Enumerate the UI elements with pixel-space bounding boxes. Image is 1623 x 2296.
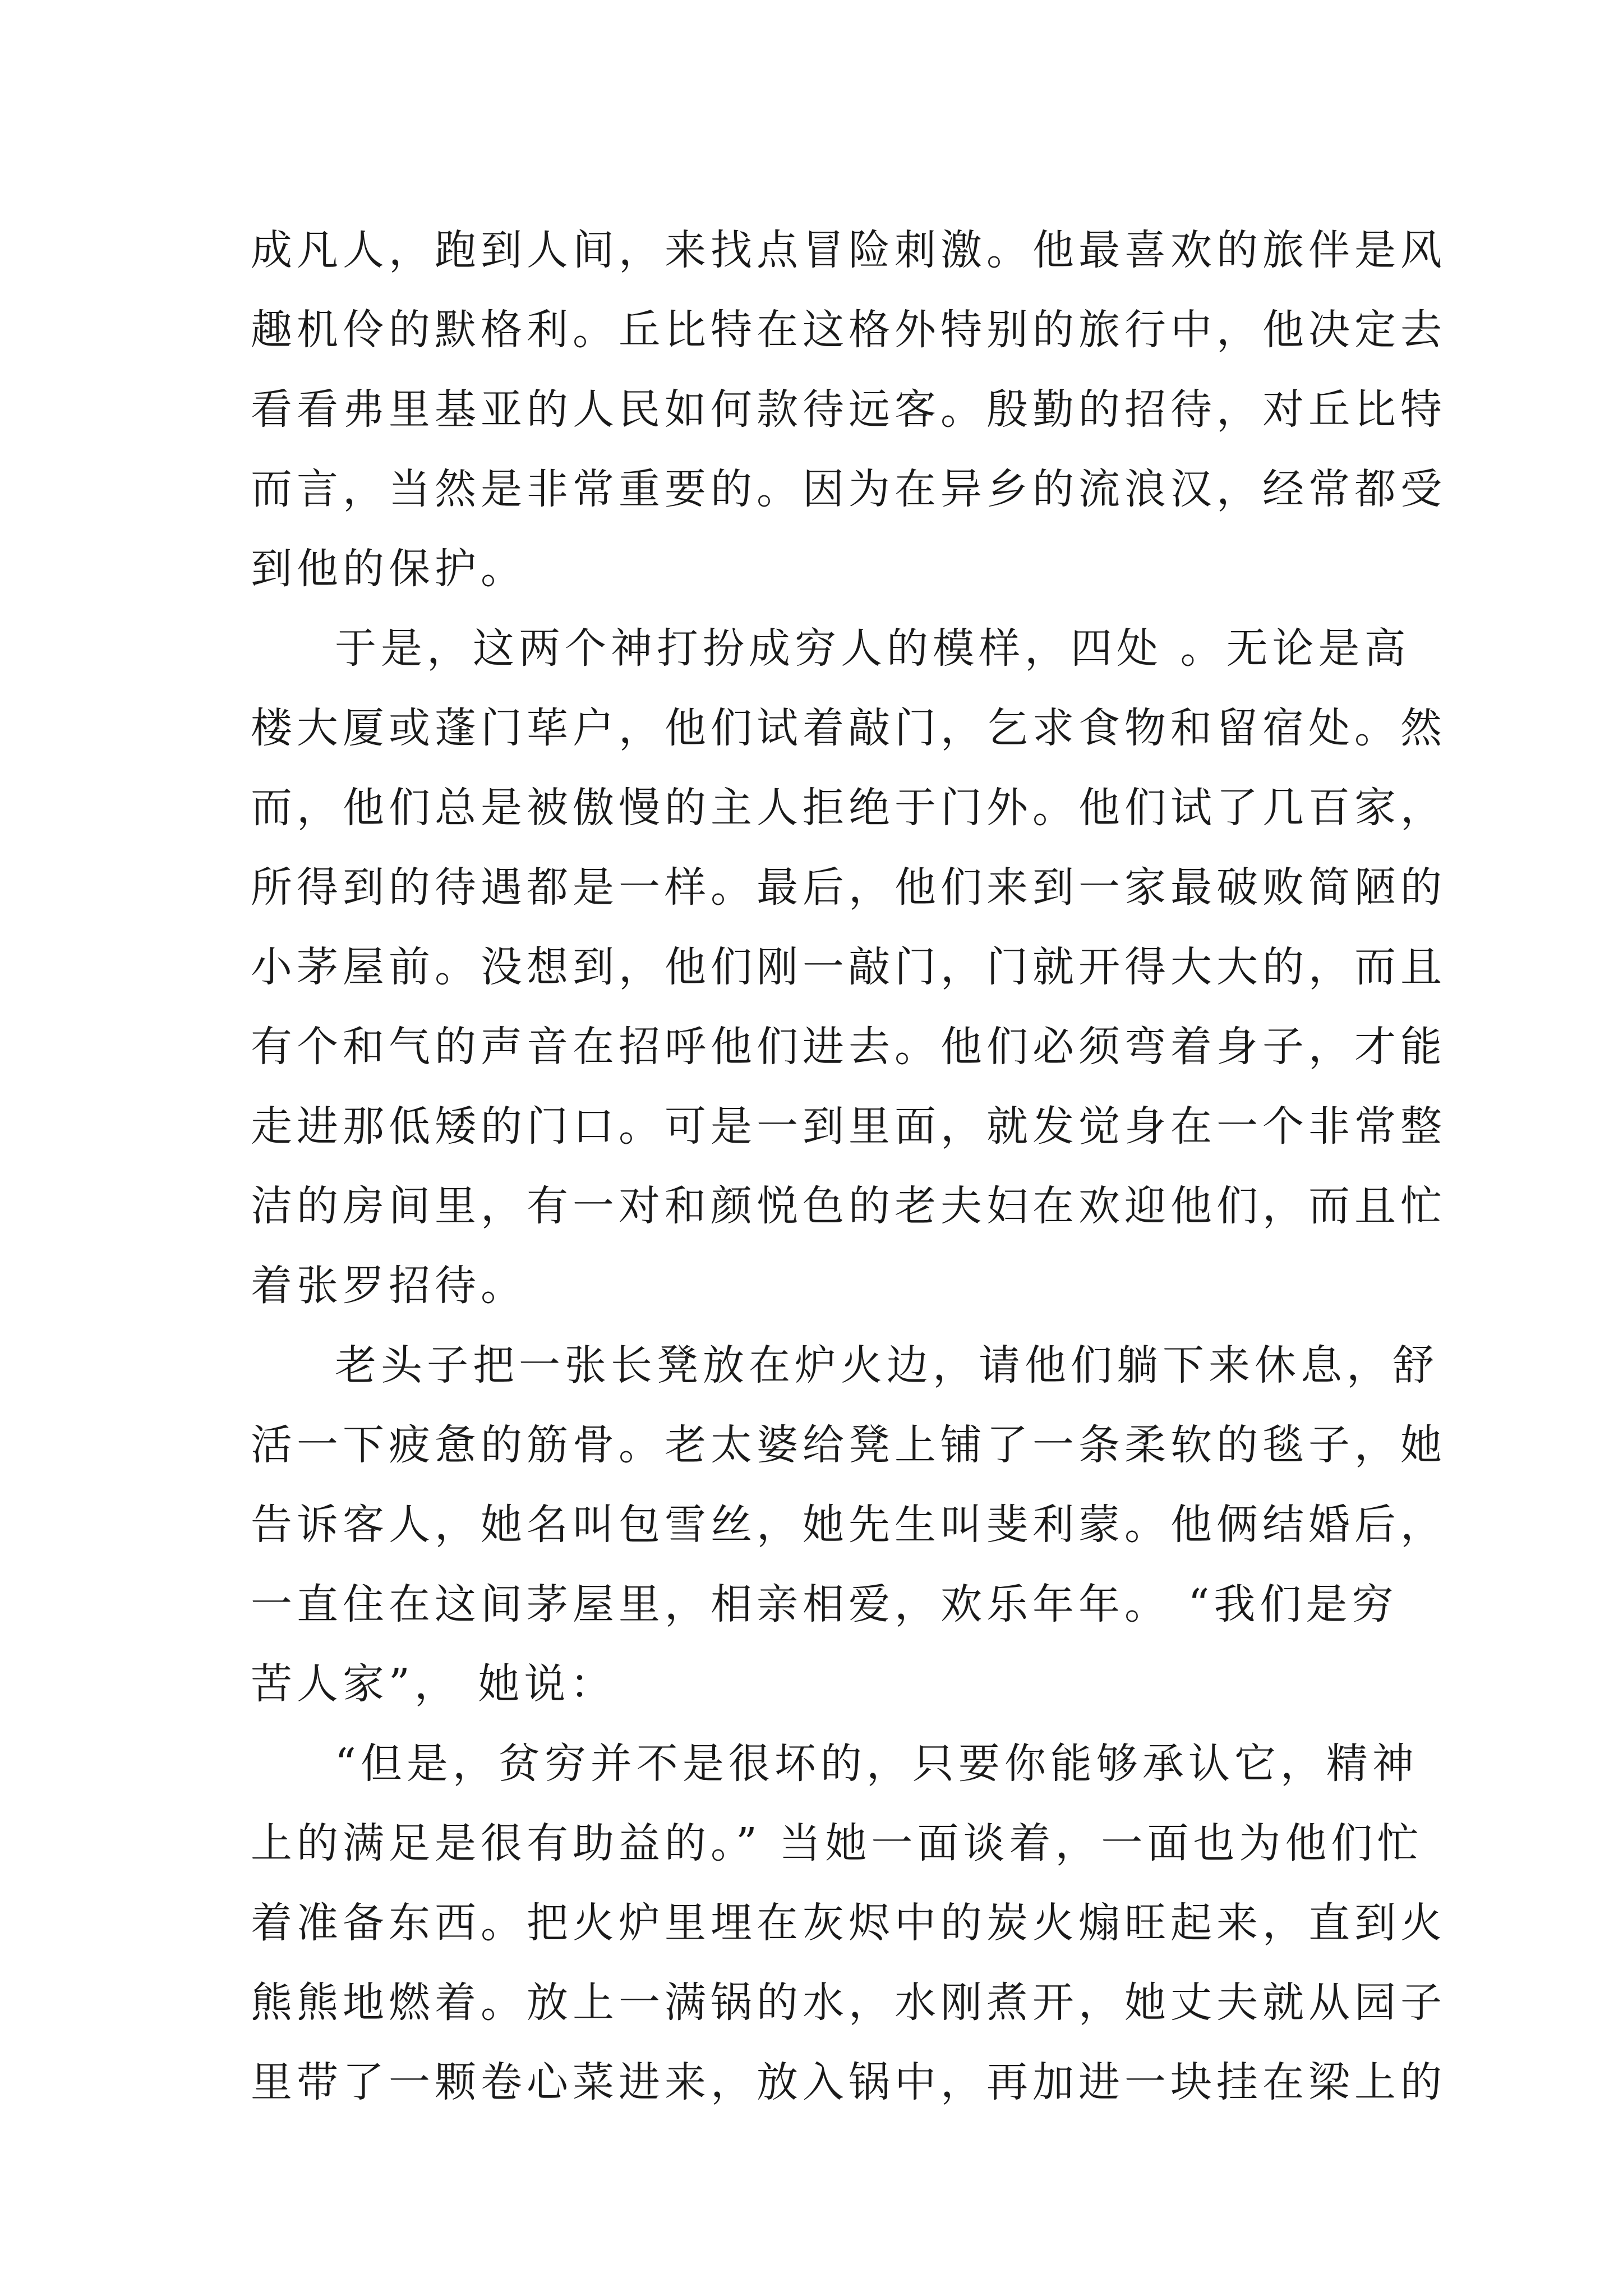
text-line: 洁的房间里，有一对和颜悦色的老夫妇在欢迎他们，而且忙 (251, 1182, 1446, 1230)
text-line: 上的满足是很有助益的。” 当她一面谈着，一面也为他们忙 (251, 1819, 1423, 1867)
text-line: 走进那低矮的门口。可是一到里面，就发觉身在一个非常整 (251, 1102, 1446, 1151)
text-line: 而，他们总是被傲慢的主人拒绝于门外。他们试了几百家， (251, 784, 1446, 832)
text-line: 楼大厦或蓬门荜户，他们试着敲门，乞求食物和留宿处。然 (251, 704, 1446, 752)
text-line: 熊熊地燃着。放上一满锅的水，水刚煮开，她丈夫就从园子 (251, 1978, 1446, 2027)
text-line: 小茅屋前。没想到，他们刚一敲门，门就开得大大的，而且 (251, 943, 1446, 991)
text-line: 于是，这两个神打扮成穷人的模样，四处 。无论是高 (335, 624, 1410, 673)
text-line: 成凡人，跑到人间，来找点冒险刺激。他最喜欢的旅伴是风 (251, 226, 1446, 274)
text-line: 所得到的待遇都是一样。最后，他们来到一家最破败简陋的 (251, 863, 1446, 912)
text-line: 趣机伶的默格利。丘比特在这格外特别的旅行中，他决定去 (251, 306, 1446, 354)
text-line: 一直住在这间茅屋里，相亲相爱，欢乐年年。 “我们是穷 (251, 1580, 1398, 1628)
text-line: 看看弗里基亚的人民如何款待远客。殷勤的招待，对丘比特 (251, 385, 1446, 434)
text-line: “但是，贫穷并不是很坏的，只要你能够承认它，精神 (335, 1740, 1418, 1788)
text-line: 告诉客人，她名叫包雪丝，她先生叫斐利蒙。他俩结婚后， (251, 1501, 1446, 1549)
text-line: 老头子把一张长凳放在炉火边，请他们躺下来休息，舒 (335, 1341, 1438, 1389)
paragraph-4 (251, 1724, 1446, 2122)
text-line: 着张罗招待。 (251, 1262, 527, 1310)
paragraph-2 (251, 609, 1446, 1326)
text-line: 着准备东西。把火炉里埋在灰烬中的炭火煽旺起来，直到火 (251, 1899, 1446, 1947)
text-line: 里带了一颗卷心菜进来，放入锅中，再加进一块挂在梁上的 (251, 2058, 1446, 2106)
text-line: 有个和气的声音在招呼他们进去。他们必须弯着身子，才能 (251, 1023, 1446, 1071)
text-line: 苦人家”， 她说： (251, 1660, 616, 1708)
text-line: 而言，当然是非常重要的。因为在异乡的流浪汉，经常都受 (251, 465, 1446, 513)
paragraph-1 (251, 210, 1446, 609)
text-line: 到他的保护。 (251, 545, 527, 593)
text-line: 活一下疲惫的筋骨。老太婆给凳上铺了一条柔软的毯子，她 (251, 1421, 1446, 1469)
body-text (251, 210, 1446, 2122)
paragraph-3 (251, 1326, 1446, 1724)
